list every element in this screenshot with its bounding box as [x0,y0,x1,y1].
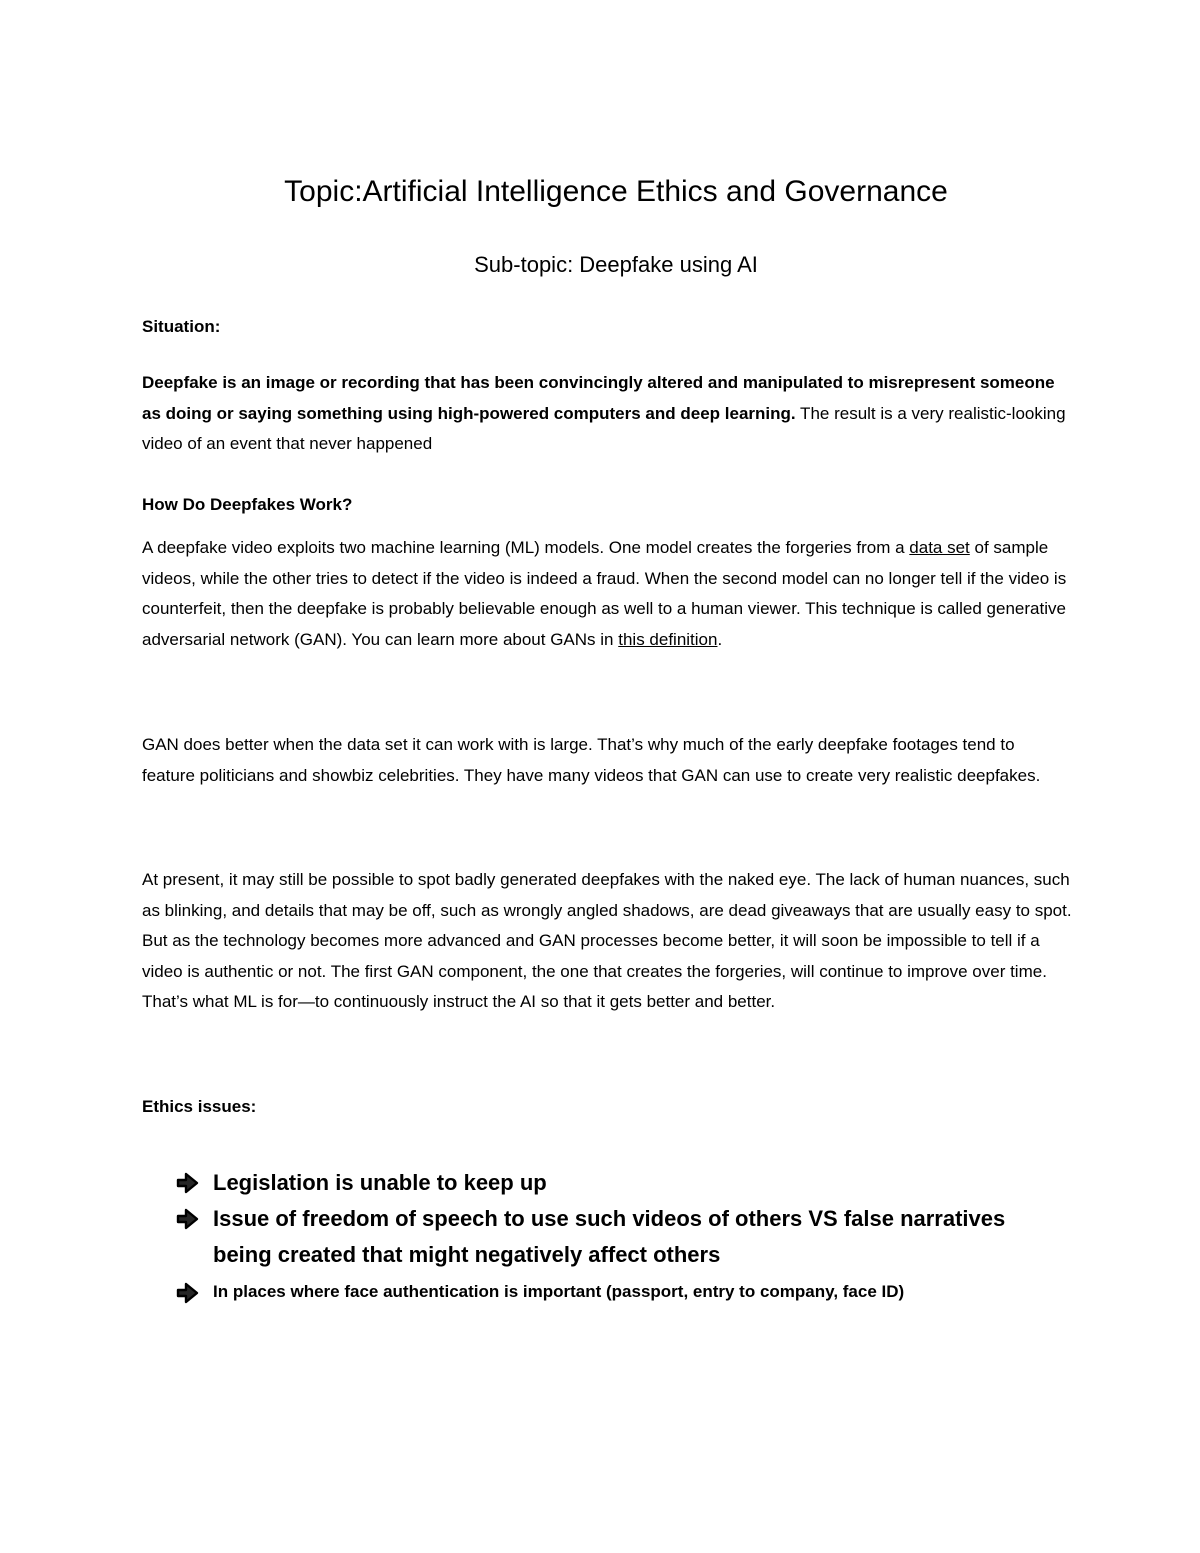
how-paragraph-2: GAN does better when the data set it can work with is large. That’s why much of the early deepfake footages tend to feature politicians and showbiz celebrities. They have many videos that GAN can use to create very realistic deepfakes. [142,735,1041,785]
how-heading: How Do Deepfakes Work? [142,495,353,514]
bullet-text: Issue of freedom of speech to use such videos of others VS false narratives being created that might negatively affect others [213,1206,1006,1267]
list-item [176,1277,1066,1307]
situation-rest-text: The result is a very realistic-looking video of an event that never happened [142,403,1066,453]
situation-bold-text: Deepfake is an image or recording that has been convincingly altered and manipulated to misrepresent someone as doing or saying something using high-powered computers and deep learning. [142,373,1055,423]
situation-paragraph [142,368,1072,460]
ethics-heading: Ethics issues: [142,1097,257,1116]
right-arrow-icon [176,1171,200,1195]
right-arrow-icon [176,1207,200,1231]
ethics-bullet-list [176,1165,1066,1307]
how-p1-text-a: A deepfake video exploits two machine learning (ML) models. One model creates the forgeries from a [142,538,910,557]
right-arrow-icon [176,1281,200,1305]
list-item [176,1165,1066,1201]
how-p1-text-b: of sample videos, while the other tries to detect if the video is indeed a fraud. When the second model can no longer tell if the video is counterfeit, then the deepfake is probably believable enough as well to a human viewer. This technique is called generative adversarial network (GAN). You can learn more about GANs in [142,538,1067,649]
how-paragraph-3: At present, it may still be possible to spot badly generated deepfakes with the naked eye. The lack of human nuances, such as blinking, and details that may be off, such as wrongly angled shadows, are dead giveaways that are usually easy to spot. But as the technology becomes more advanced and GAN processes become better, it will soon be impossible to tell if a video is authentic or not. The first GAN component, the one that creates the forgeries, will continue to improve over time. That’s what ML is for—to continuously instruct the AI so that it gets better and better. [142,870,1072,1011]
page-subtitle: Sub-topic: Deepfake using AI [474,252,758,277]
page-title: Topic:Artificial Intelligence Ethics and Governance [284,175,948,208]
how-p1-text-c: . [717,629,723,649]
list-item [176,1201,1066,1273]
situation-heading: Situation: [142,317,221,336]
bullet-text: In places where face authentication is important (passport, entry to company, face ID) [213,1282,905,1301]
data-set-link[interactable]: data set [909,538,970,557]
bullet-text: Legislation is unable to keep up [213,1170,547,1195]
how-paragraph-1 [142,533,1072,655]
this-definition-link[interactable]: this definition [618,629,718,649]
